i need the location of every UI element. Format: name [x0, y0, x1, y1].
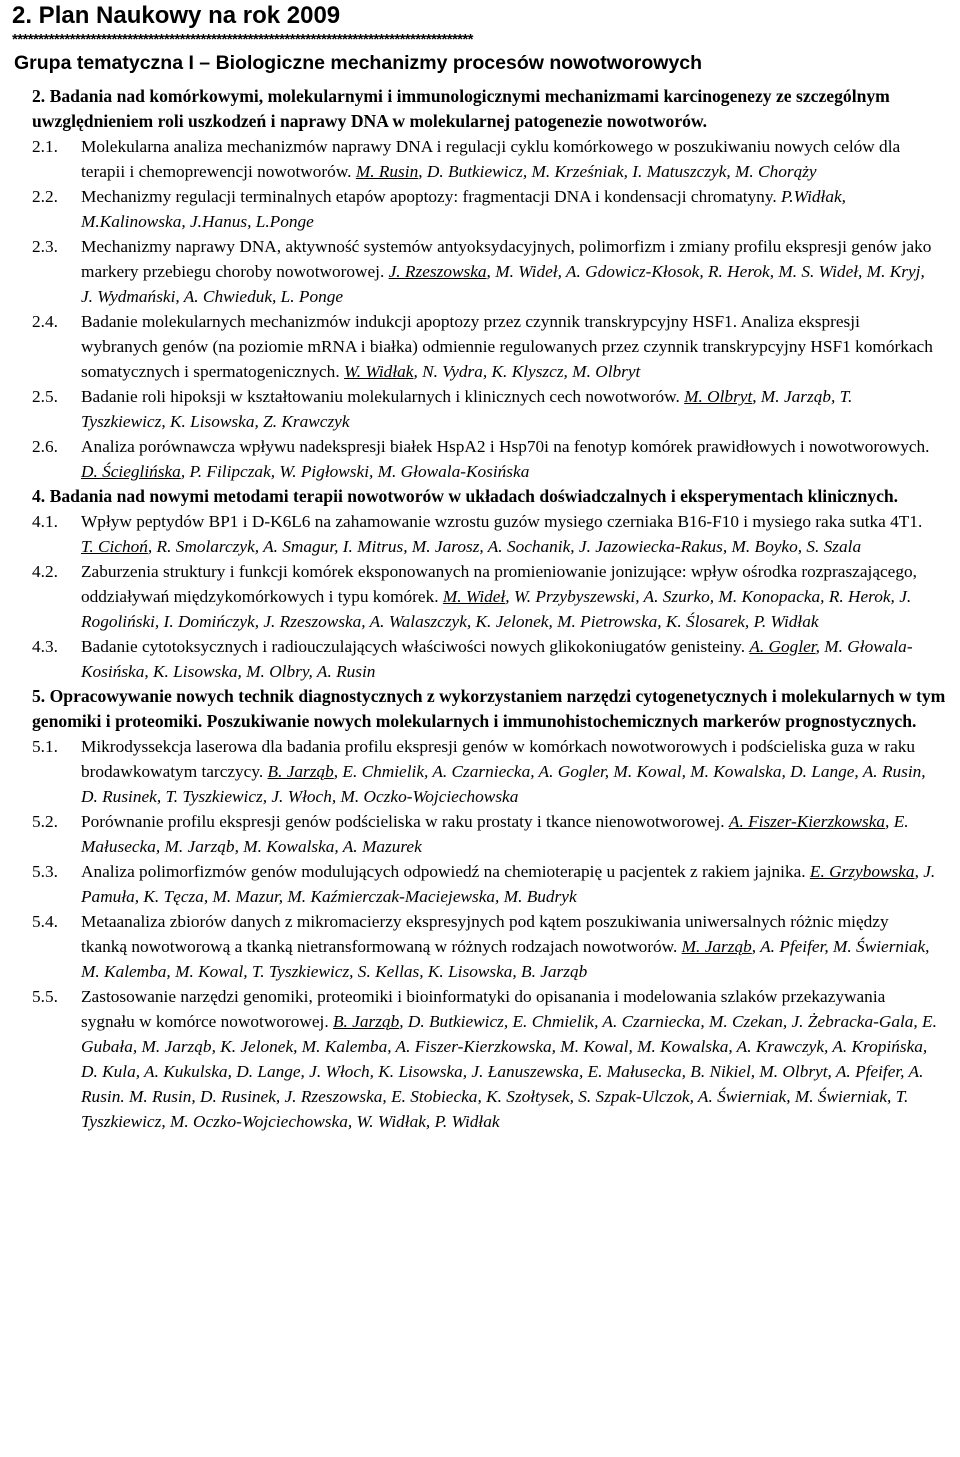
list-item	[32, 384, 948, 434]
section-heading: 4. Badania nad nowymi metodami terapii nowotworów w układach doświadczalnych i eksperymentach klinicznych.	[32, 486, 899, 506]
item-title: Analiza polimorfizmów genów modulujących odpowiedź na chemioterapię u pacjentek z rakiem jajnika.	[81, 862, 806, 881]
co-authors: , D. Butkiewicz, M. Krześniak, I. Matuszczyk, M. Chorąży	[418, 162, 817, 181]
item-number: 5.2.	[32, 812, 58, 831]
list-item	[32, 984, 948, 1134]
item-title: Molekularna analiza mechanizmów naprawy DNA i regulacji cyklu komórkowego w poszukiwaniu nowych celów dla terapii i chemoprewencji nowotworów.	[81, 137, 901, 181]
item-title: Badanie molekularnych mechanizmów indukcji apoptozy przez czynnik transkrypcyjny HSF1. Analiza ekspresji wybranych genów (na poziomie mRNA i białka) odmiennie regulowanych przez czynnik transkrypcyjny HSF1 komórkach somatycznych i spermatogenicznych.	[81, 312, 933, 381]
item-number: 2.1.	[32, 137, 58, 156]
co-authors: , M. Wideł, A. Gdowicz-Kłosok, R. Herok, M. S. Wideł, M. Kryj, J. Wydmański, A. Chwieduk, L. Ponge	[81, 262, 925, 306]
item-body	[81, 434, 948, 484]
group-heading: Grupa tematyczna I – Biologiczne mechanizmy procesów nowotworowych	[14, 52, 703, 74]
item-number: 4.3.	[32, 637, 58, 656]
item-body	[81, 384, 948, 434]
item-title: Analiza porównawcza wpływu nadekspresji białek HspA2 i Hsp70i na fenotyp komórek prawidłowych i nowotworowych.	[81, 437, 930, 456]
list-item	[32, 134, 948, 184]
item-title: Mechanizmy naprawy DNA, aktywność systemów antyoksydacyjnych, polimorfizm i zmiany profilu ekspresji genów jako markery przebiegu choroby nowotworowej.	[81, 237, 932, 281]
lead-author: M. Rusin	[355, 162, 419, 181]
list-item	[32, 309, 948, 384]
item-body	[81, 309, 948, 384]
item-body	[81, 734, 948, 809]
co-authors: , R. Smolarczyk, A. Smagur, I. Mitrus, M. Jarosz, A. Sochanik, J. Jazowiecka-Rakus, M. Boyko, S. Szala	[147, 537, 862, 556]
co-authors: , D. Butkiewicz, E. Chmielik, A. Czarniecka, M. Czekan, J. Żebracka-Gala, E. Gubała, M. Jarząb, K. Jelonek, M. Kalemba, A. Fiszer-Kierzkowska, M. Kowal, M. Kowalska, A. Krawczyk, A. Kropińska, D. Kula, A. Kukulska, D. Lange, J. Włoch, K. Lisowska, J. Łanuszewska, E. Małusecka, B. Nikiel, M. Olbryt, A. Pfeifer, A. Rusin. M. Rusin, D. Rusinek, J. Rzeszowska, E. Stobiecka, K. Szołtysek, S. Szpak-Ulczok, A. Świerniak, M. Świerniak, T. Tyszkiewicz, M. Oczko-Wojciechowska, W. Widłak, P. Widłak	[81, 1012, 937, 1131]
item-authors	[81, 462, 529, 481]
lead-author: B. Jarząb	[267, 762, 334, 781]
item-authors	[356, 162, 817, 181]
page-title: 2. Plan Naukowy na rok 2009	[12, 2, 341, 29]
co-authors: , J. Pamuła, K. Tęcza, M. Mazur, M. Kaźmierczak-Maciejewska, M. Budryk	[81, 862, 936, 906]
item-number: 2.3.	[32, 237, 58, 256]
list-item	[32, 559, 948, 634]
item-body	[81, 134, 948, 184]
list-item	[32, 434, 948, 484]
list-item	[32, 909, 948, 984]
item-body	[81, 234, 948, 309]
item-body	[81, 984, 948, 1134]
item-number: 5.5.	[32, 987, 58, 1006]
lead-author: J. Rzeszowska	[388, 262, 487, 281]
item-number: 5.4.	[32, 912, 58, 931]
item-number: 2.4.	[32, 312, 58, 331]
co-authors: , N. Vydra, K. Klyszcz, M. Olbryt	[413, 362, 641, 381]
lead-author: M. Wideł	[442, 587, 506, 606]
section-heading: 5. Opracowywanie nowych technik diagnostycznych z wykorzystaniem narzędzi cytogenetycznych i molekularnych w tym genomiki i proteomiki. Poszukiwanie nowych molekularnych i immunohistochemicznych markerów prognostycznych.	[32, 686, 946, 731]
item-title: Badanie cytotoksycznych i radiouczulających właściwości nowych glikokoniugatów genisteiny.	[81, 637, 746, 656]
item-number: 4.2.	[32, 562, 58, 581]
list-item	[32, 184, 948, 234]
co-authors: , P. Filipczak, W. Pigłowski, M. Głowala-Kosińska	[180, 462, 530, 481]
co-authors: , M. Jarząb, T. Tyszkiewicz, K. Lisowska, Z. Krawczyk	[81, 387, 853, 431]
list-item	[32, 859, 948, 909]
list-item	[32, 734, 948, 809]
list-item	[32, 634, 948, 684]
list-item	[32, 509, 948, 559]
item-number: 2.5.	[32, 387, 58, 406]
lead-author: M. Jarząb	[681, 937, 752, 956]
item-body	[81, 859, 948, 909]
item-body	[81, 809, 948, 859]
lead-author: A. Fiszer-Kierzkowska	[728, 812, 886, 831]
item-body	[81, 909, 948, 984]
lead-author: E. Grzybowska	[809, 862, 915, 881]
item-title: Mechanizmy regulacji terminalnych etapów apoptozy: fragmentacji DNA i kondensacji chromatyny.	[81, 187, 777, 206]
lead-author: A. Gogler	[749, 637, 816, 656]
list-item	[32, 809, 948, 859]
item-body	[81, 184, 948, 234]
item-body	[81, 509, 948, 559]
section-heading: 2. Badania nad komórkowymi, molekularnymi i immunologicznymi mechanizmami karcinogenezy ze szczególnym uwzględnieniem roli uszkodzeń i naprawy DNA w molekularnej patogenezie nowotworów.	[32, 86, 890, 131]
list-item	[32, 234, 948, 309]
item-authors	[344, 362, 640, 381]
item-title: Porównanie profilu ekspresji genów podścieliska w raku prostaty i tkance nienowotworowej.	[81, 812, 725, 831]
lead-author: W. Widłak	[343, 362, 414, 381]
lead-author: T. Cichoń	[81, 537, 148, 556]
item-title: Metaanaliza zbiorów danych z mikromacierzy ekspresyjnych pod kątem poszukiwania uniwersalnych różnic między tkanką nowotworową a tkanką nietransformowaną w różnych rodzajach nowotworów.	[81, 912, 889, 956]
item-number: 5.1.	[32, 737, 58, 756]
co-authors: , M. Głowala-Kosińska, K. Lisowska, M. Olbry, A. Rusin	[81, 637, 913, 681]
co-authors: P.Widłak, M.Kalinowska, J.Hanus, L.Ponge	[81, 187, 846, 231]
item-title: Zastosowanie narzędzi genomiki, proteomiki i bioinformatyki do opisanania i modelowania szlaków przekazywania sygnału w komórce nowotworowej.	[81, 987, 886, 1031]
co-authors: , A. Pfeifer, M. Świerniak, M. Kalemba, M. Kowal, T. Tyszkiewicz, S. Kellas, K. Lisowska, B. Jarząb	[81, 937, 930, 981]
co-authors: , E. Małusecka, M. Jarząb, M. Kowalska, A. Mazurek	[81, 812, 909, 856]
item-number: 5.3.	[32, 862, 58, 881]
lead-author: D. Ścieglińska	[81, 462, 181, 481]
item-title: Badanie roli hipoksji w kształtowaniu molekularnych i klinicznych cech nowotworów.	[81, 387, 680, 406]
asterisk-divider: ****************************************************************************************	[12, 31, 473, 48]
item-authors	[81, 537, 861, 556]
item-title: Mikrodyssekcja laserowa dla badania profilu ekspresji genów w komórkach nowotworowych i podścieliska guza w raku brodawkowatym tarczycy.	[81, 737, 916, 781]
item-number: 2.2.	[32, 187, 58, 206]
lead-author: B. Jarząb	[332, 1012, 400, 1031]
item-number: 2.6.	[32, 437, 58, 456]
item-number: 4.1.	[32, 512, 58, 531]
document-content	[12, 84, 948, 1134]
co-authors: , W. Przybyszewski, A. Szurko, M. Konopacka, R. Herok, J. Rogoliński, I. Domińczyk, J. Rzeszowska, A. Walaszczyk, K. Jelonek, M. Pietrowska, K. Ślosarek, P. Widłak	[81, 587, 912, 631]
item-title: Wpływ peptydów BP1 i D-K6L6 na zahamowanie wzrostu guzów mysiego czerniaka B16-F10 i mysiego raka sutka 4T1.	[81, 512, 923, 531]
lead-author: M. Olbryt	[684, 387, 753, 406]
co-authors: , E. Chmielik, A. Czarniecka, A. Gogler, M. Kowal, M. Kowalska, D. Lange, A. Rusin, D. Rusinek, T. Tyszkiewicz, J. Włoch, M. Oczko-Wojciechowska	[81, 762, 926, 806]
item-body	[81, 634, 948, 684]
item-title: Zaburzenia struktury i funkcji komórek eksponowanych na promieniowanie jonizujące: wpływ ośrodka rozpraszającego, oddziaływań międzykomórkowych i typu komórek.	[81, 562, 917, 606]
item-body	[81, 559, 948, 634]
